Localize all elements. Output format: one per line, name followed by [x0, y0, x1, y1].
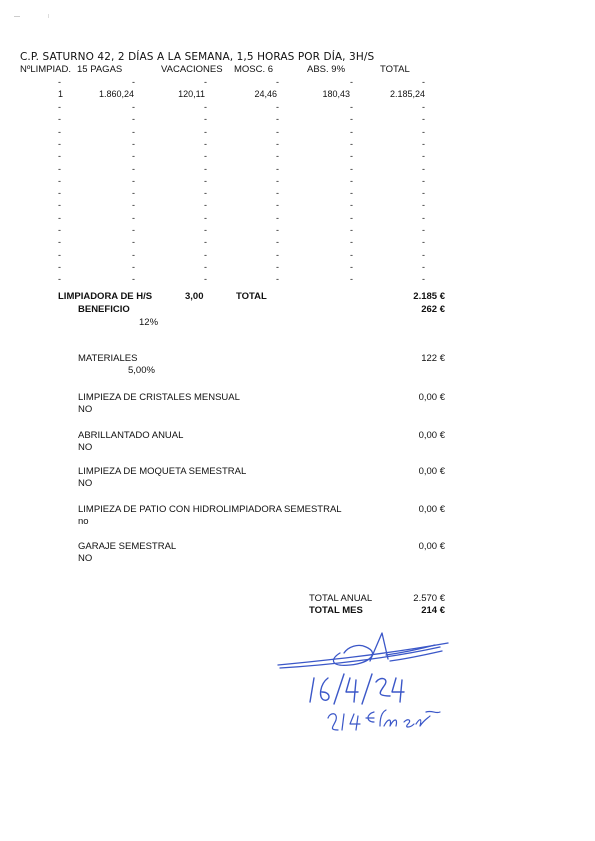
total-mes-value: 214 €	[421, 605, 445, 616]
table-cell: -	[422, 138, 425, 149]
item-sub: NO	[78, 442, 93, 453]
table-cell: 180,43	[322, 89, 350, 99]
table-cell: -	[276, 237, 279, 248]
table-cell: -	[58, 249, 61, 260]
table-row	[0, 77, 595, 89]
table-cell: -	[204, 274, 207, 285]
table-cell: -	[350, 225, 353, 235]
table-cell: -	[276, 249, 279, 260]
item-value: 0,00 €	[418, 466, 445, 477]
table-cell: -	[132, 225, 135, 235]
table-row	[0, 151, 595, 163]
table-cell: -	[58, 151, 61, 162]
table-cell: -	[350, 200, 353, 211]
table-cell: -	[350, 212, 353, 223]
scan-mark	[14, 16, 20, 17]
item-label: LIMPIEZA DE CRISTALES MENSUAL	[78, 392, 240, 403]
table-cell: -	[204, 151, 207, 162]
col-header: ABS. 9%	[307, 64, 346, 75]
table-cell: -	[132, 237, 135, 248]
table-cell: -	[422, 175, 425, 186]
table-cell: -	[276, 163, 279, 174]
beneficio-value: 262 €	[421, 304, 445, 315]
table-cell: -	[204, 77, 207, 87]
table-cell: -	[276, 225, 279, 235]
document-title: C.P. SATURNO 42, 2 DÍAS A LA SEMANA, 1,5 HORAS POR DÍA, 3H/S	[20, 51, 375, 63]
table-cell: -	[422, 77, 425, 87]
table-cell: -	[132, 175, 135, 186]
table-cell: -	[350, 102, 353, 112]
table-row	[0, 89, 595, 101]
total-anual-value: 2.570 €	[413, 593, 445, 604]
table-cell: -	[58, 200, 61, 211]
item-sub: 5,00%	[128, 365, 155, 376]
table-cell: -	[350, 237, 353, 248]
table-cell: -	[58, 175, 61, 186]
table-cell: 24,46	[254, 89, 277, 99]
table-cell: -	[350, 261, 353, 272]
table-row	[0, 200, 595, 212]
table-cell: -	[350, 114, 353, 125]
table-cell: -	[350, 249, 353, 260]
table-row	[0, 139, 595, 151]
item-value: 0,00 €	[418, 541, 445, 552]
table-cell: -	[204, 138, 207, 149]
table-row	[0, 237, 595, 249]
table-cell: -	[276, 175, 279, 186]
table-cell: -	[132, 126, 135, 137]
col-header: 15 PAGAS	[77, 64, 123, 75]
item-label: GARAJE SEMESTRAL	[78, 541, 177, 552]
table-cell: -	[204, 163, 207, 174]
table-cell: -	[422, 237, 425, 248]
table-cell: -	[132, 249, 135, 260]
beneficio-label: BENEFICIO	[78, 304, 130, 315]
total-mes-label: TOTAL MES	[309, 605, 363, 616]
table-cell: -	[276, 151, 279, 162]
table-cell: -	[350, 77, 353, 87]
table-row	[0, 164, 595, 176]
table-cell: -	[58, 188, 61, 199]
table-cell: -	[58, 237, 61, 248]
item-value: 0,00 €	[418, 504, 445, 515]
item-value: 0,00 €	[418, 392, 445, 403]
table-cell: -	[276, 212, 279, 223]
total-anual-label: TOTAL ANUAL	[309, 593, 373, 604]
col-header: MOSC. 6	[234, 64, 274, 75]
table-row	[0, 225, 595, 237]
table-cell: -	[204, 188, 207, 199]
table-cell: -	[204, 249, 207, 260]
item-label: MATERIALES	[78, 353, 138, 364]
item-sub: NO	[78, 553, 93, 564]
col-header: NºLIMPIAD.	[20, 64, 71, 75]
table-row	[0, 102, 595, 114]
table-cell: -	[132, 77, 135, 87]
table-cell: -	[58, 261, 61, 272]
table-cell: -	[350, 163, 353, 174]
table-cell: -	[132, 114, 135, 125]
table-row	[0, 262, 595, 274]
table-cell: -	[132, 261, 135, 272]
table-cell: -	[422, 102, 425, 112]
table-cell: -	[422, 274, 425, 285]
item-label: LIMPIEZA DE MOQUETA SEMESTRAL	[78, 466, 247, 477]
table-row	[0, 213, 595, 225]
item-value: 122 €	[421, 353, 445, 364]
table-cell: -	[276, 274, 279, 285]
table-cell: -	[132, 151, 135, 162]
limpiadora-label: LIMPIADORA DE H/S	[58, 291, 153, 302]
table-cell: -	[276, 200, 279, 211]
table-cell: -	[132, 102, 135, 112]
table-row	[0, 127, 595, 139]
item-sub: no	[78, 516, 89, 527]
table-row	[0, 250, 595, 262]
table-cell: -	[204, 225, 207, 235]
col-header: VACACIONES	[161, 64, 223, 75]
table-cell: -	[422, 200, 425, 211]
table-cell: -	[350, 175, 353, 186]
table-cell: -	[422, 151, 425, 162]
table-cell: -	[350, 126, 353, 137]
col-header: TOTAL	[380, 64, 410, 75]
table-cell: -	[58, 163, 61, 174]
table-cell: -	[350, 188, 353, 199]
table-cell: -	[58, 274, 61, 285]
table-cell: -	[58, 138, 61, 149]
beneficio-percent: 12%	[139, 317, 159, 328]
table-cell: -	[132, 212, 135, 223]
table-cell: -	[132, 274, 135, 285]
table-cell: -	[422, 261, 425, 272]
table-cell: -	[350, 274, 353, 285]
table-row	[0, 114, 595, 126]
table-cell: -	[276, 188, 279, 199]
table-cell: 1	[58, 89, 64, 99]
table-cell: -	[422, 114, 425, 125]
table-cell: -	[132, 200, 135, 211]
table-cell: -	[422, 126, 425, 137]
table-cell: -	[276, 126, 279, 137]
item-label: LIMPIEZA DE PATIO CON HIDROLIMPIADORA SEMESTRAL	[78, 504, 342, 515]
table-cell: 2.185,24	[389, 89, 425, 99]
limpiadora-value: 3,00	[185, 291, 204, 302]
table-cell: -	[204, 175, 207, 186]
table-cell: -	[276, 261, 279, 272]
item-sub: NO	[78, 478, 93, 489]
table-cell: -	[204, 261, 207, 272]
table-row	[0, 274, 595, 286]
table-cell: -	[132, 163, 135, 174]
table-cell: -	[204, 126, 207, 137]
table-cell: -	[58, 77, 61, 87]
total-value: 2.185 €	[413, 291, 445, 302]
table-cell: -	[58, 126, 61, 137]
table-cell: -	[58, 102, 61, 112]
table-cell: 120,11	[178, 89, 205, 99]
table-cell: -	[276, 114, 279, 125]
table-cell: -	[422, 212, 425, 223]
table-cell: 1.860,24	[98, 89, 134, 99]
table-row	[0, 176, 595, 188]
table-cell: -	[204, 200, 207, 211]
table-cell: -	[422, 188, 425, 199]
table-cell: -	[132, 188, 135, 199]
table-cell: -	[276, 138, 279, 149]
scan-mark	[48, 14, 49, 18]
table-cell: -	[350, 138, 353, 149]
table-row	[0, 188, 595, 200]
handwritten-note-icon	[324, 700, 444, 738]
table-cell: -	[204, 114, 207, 125]
table-cell: -	[422, 225, 425, 235]
item-label: ABRILLANTADO ANUAL	[78, 430, 184, 441]
table-cell: -	[58, 114, 61, 125]
table-cell: -	[422, 249, 425, 260]
total-label: TOTAL	[236, 291, 267, 302]
item-sub: NO	[78, 404, 93, 415]
table-cell: -	[204, 102, 207, 112]
table-cell: -	[58, 225, 61, 235]
table-cell: -	[422, 163, 425, 174]
table-cell: -	[204, 237, 207, 248]
table-cell: -	[276, 102, 279, 112]
table-cell: -	[276, 77, 279, 87]
item-value: 0,00 €	[418, 430, 445, 441]
table-cell: -	[132, 138, 135, 149]
table-cell: -	[58, 212, 61, 223]
table-cell: -	[204, 212, 207, 223]
table-cell: -	[350, 151, 353, 162]
